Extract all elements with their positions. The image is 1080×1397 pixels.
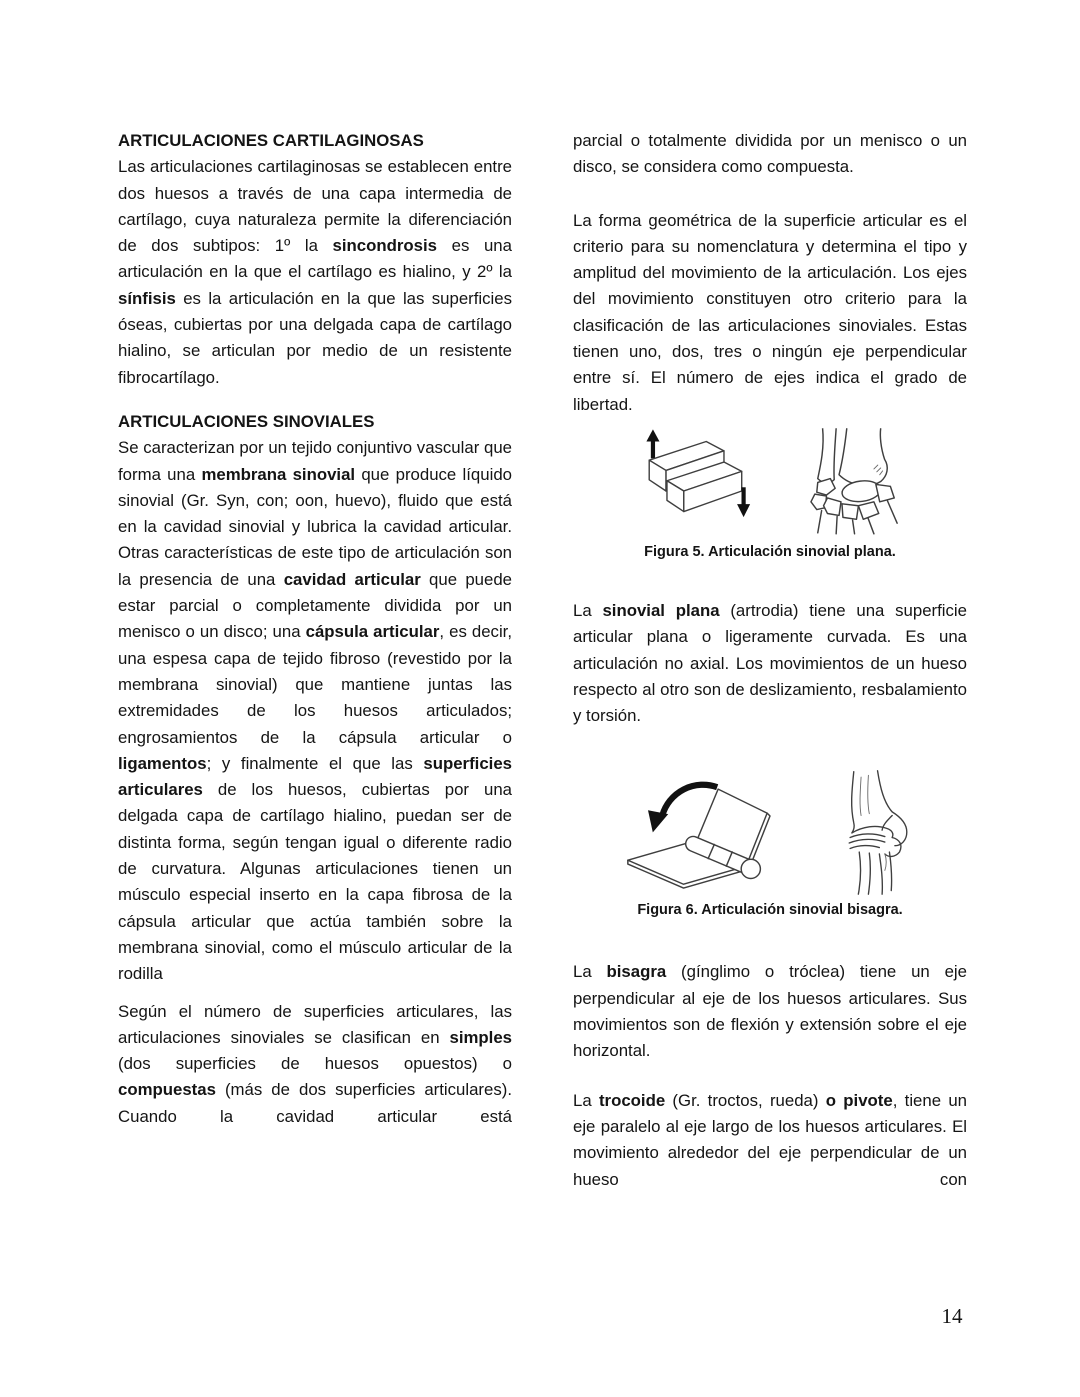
page-number: 14	[941, 1304, 963, 1328]
right-column	[573, 128, 967, 1193]
figure-5-images	[573, 426, 967, 538]
left-column	[118, 128, 512, 1130]
paragraph-cartilaginosas: Las articulaciones cartilaginosas se establecen entre dos huesos a través de una capa intermedia de cartílago, cuya naturaleza permite la diferenciación de dos subtipos: 1º la sincondrosis es una articulación en la que el cartílago es hialino, y 2º la sínfisis es la articulación en la que las superficies óseas, cubiertas por una delgada capa de cartílago hialino, se articulan por medio de un resistente fibrocartílago.	[118, 157, 512, 387]
paragraph-sinoviales: Se caracterizan por un tejido conjuntivo vascular que forma una membrana sinovial que produce líquido sinovial (Gr. Syn, con; oon, huevo), fluido que está en la cavidad sinovial y lubrica la cavidad articular. Otras características de este tipo de articulación son la presencia de una cavidad articular que puede estar parcial o completamente dividida por un menisco o un disco; una cápsula articular, es decir, una espesa capa de tejido fibroso (revestido por la membrana sinovial) que mantiene juntas las extremidades de los huesos articulados; engrosamientos de la cápsula articular o ligamentos; y finalmente el que las superficies articulares de los huesos, cubiertas por una delgada capa de cartílago hialino, puedan ser de distinta forma, según tengan igual o diferente radio de curvatura. Algunas articulaciones tienen un músculo especial inserto en la capa fibrosa de la cápsula articular que actúa también sobre la membrana sinovial, como el músculo articular de la rodilla	[118, 438, 512, 984]
paragraph-parcial-continuacion: parcial o totalmente dividida por un menisco o un disco, se considera como compuesta.	[573, 131, 967, 177]
up-arrow-icon	[646, 429, 659, 458]
paragraph-segun-numero: Según el número de superficies articulares, las articulaciones sinoviales se clasifican en simples (dos superficies de huesos opuestos) o compuestas (más de dos superficies articulares). Cuando la cavidad articular está	[118, 1001, 512, 1126]
heading-articulaciones-sinoviales: ARTICULACIONES SINOVIALES	[118, 411, 375, 431]
heading-articulaciones-cartilaginosas: ARTICULACIONES CARTILAGINOSAS	[118, 131, 424, 150]
paragraph-trocoide: La trocoide (Gr. troctos, rueda) o pivote, tiene un eje paralelo al eje largo de los huesos articulares. El movimiento alrededor del eje perpendicular de un hueso con	[573, 1090, 967, 1189]
paragraph-bisagra: La bisagra (gínglimo o tróclea) tiene un eje perpendicular al eje de los huesos articulares. Sus movimientos son de flexión y extensión sobre el eje horizontal.	[573, 962, 967, 1061]
wrist-joint-illustration	[810, 426, 902, 538]
hinge-illustration	[622, 768, 772, 890]
figure-6-caption: Figura 6. Articulación sinovial bisagra.	[637, 902, 903, 919]
gliding-blocks-illustration	[638, 426, 752, 528]
figure-6	[573, 768, 967, 920]
figure-6-images	[573, 768, 967, 896]
paragraph-forma-geometrica: La forma geométrica de la superficie articular es el criterio para su nomenclatura y determina el tipo y amplitud del movimiento de la articulación. Los ejes del movimiento constituyen otro criterio para la clasificación de las articulaciones sinoviales. Estas tienen uno, dos, tres o ningún eje perpendicular entre sí. El número de ejes indica el grado de libertad.	[573, 210, 967, 414]
elbow-joint-illustration	[838, 768, 918, 896]
paragraph-sinovial-plana: La sinovial plana (artrodia) tiene una superficie articular plana o ligeramente curvada. Es una articulación no axial. Los movimientos de un hueso respecto al otro son de deslizamiento, resbalamiento y torsión.	[573, 600, 967, 726]
figure-5-caption: Figura 5. Articulación sinovial plana.	[644, 543, 896, 560]
figure-5	[573, 426, 967, 562]
